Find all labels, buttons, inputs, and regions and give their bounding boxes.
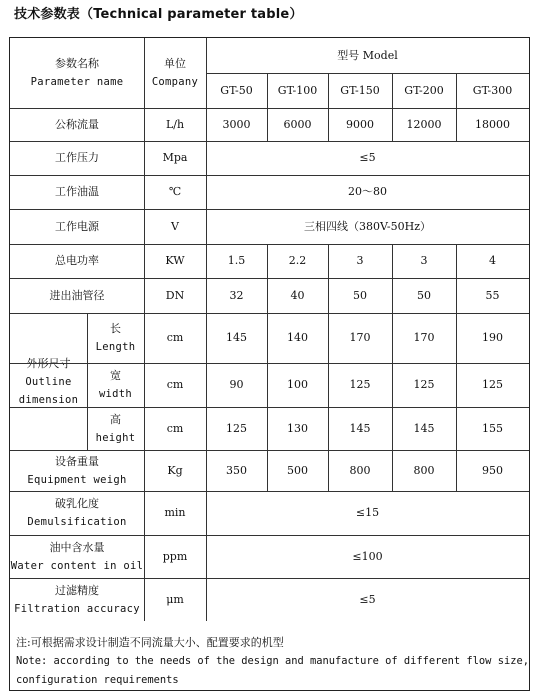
row-value <box>206 244 267 278</box>
row-value <box>267 407 328 450</box>
row-value <box>267 313 328 363</box>
row-name-text-1: 油中含水量 <box>49 540 105 554</box>
row-value <box>206 108 267 141</box>
dimension-item-label-text-2: width <box>98 388 133 400</box>
header-model-gt-300-text: GT-300 <box>472 83 513 97</box>
row-value-text: 800 <box>349 463 371 477</box>
row-unit-text: Kg <box>167 463 183 477</box>
header-model-gt-50-text: GT-50 <box>220 83 253 97</box>
dimension-group-label-text-3: dimension <box>18 393 79 406</box>
row-unit <box>144 535 206 578</box>
row-value-merged-text: ≤15 <box>355 506 380 519</box>
row-value <box>392 244 456 278</box>
header-unit-text-2: Company <box>151 76 199 88</box>
row-value-text: 125 <box>226 421 247 435</box>
dimension-item-label-text-1: 宽 <box>110 369 121 382</box>
row-value <box>456 407 529 450</box>
row-unit <box>144 578 206 621</box>
row-unit <box>144 108 206 141</box>
row-unit-text: Mpa <box>162 151 188 164</box>
row-value-text: 145 <box>226 331 247 344</box>
row-value-text: 145 <box>413 421 435 435</box>
note-line-en2: configuration requirements <box>16 674 179 686</box>
row-value <box>206 407 267 450</box>
row-value-merged <box>206 535 529 578</box>
row-value-merged <box>206 141 529 175</box>
row-value-text: 100 <box>287 378 308 391</box>
row-value <box>456 108 529 141</box>
row-unit-text: min <box>164 506 186 519</box>
note-line-en1: Note: according to the needs of the design and manufacture of different flow size, <box>16 655 529 667</box>
row-unit-text: cm <box>166 331 184 344</box>
grid-line-v <box>206 38 207 621</box>
row-unit-text: cm <box>166 378 184 391</box>
row-value <box>456 313 529 363</box>
parameter-table <box>9 37 530 691</box>
row-value-text: 130 <box>287 421 308 435</box>
row-value <box>267 278 328 313</box>
row-name-text-2: Filtration accuracy <box>14 602 140 615</box>
dimension-group-label-text-1: 外形尺寸 <box>26 356 71 370</box>
header-model-gt-150-text: GT-150 <box>340 83 380 97</box>
row-value <box>206 278 267 313</box>
row-value <box>456 450 529 491</box>
row-unit-text: L/h <box>165 117 185 131</box>
row-value <box>206 450 267 491</box>
row-name-text: 工作压力 <box>55 151 99 164</box>
row-value <box>328 363 392 407</box>
row-value-text: 155 <box>482 421 503 435</box>
row-value <box>267 363 328 407</box>
row-name-text: 公称流量 <box>55 117 99 131</box>
row-name <box>10 278 144 313</box>
row-name-text-1: 破乳化度 <box>55 497 99 510</box>
grid-line-v <box>267 244 268 491</box>
row-unit-text: ppm <box>162 549 188 563</box>
row-value-merged-text: ≤100 <box>352 549 383 563</box>
grid-line-v <box>267 73 268 141</box>
row-name <box>10 141 144 175</box>
header-unit-text-1: 单位 <box>164 57 186 70</box>
row-name-text-1: 设备重量 <box>55 454 99 468</box>
row-unit <box>144 491 206 535</box>
header-model <box>206 38 529 73</box>
header-parameter-name <box>10 38 144 108</box>
grid-line-h <box>10 175 529 176</box>
row-unit-text: KW <box>165 254 185 267</box>
dimension-item-label <box>87 313 144 363</box>
row-name <box>10 450 144 491</box>
row-value-merged-text: 三相四线（380V-50Hz） <box>303 219 432 233</box>
row-name-text-1: 过滤精度 <box>55 583 99 597</box>
header-unit <box>144 38 206 108</box>
row-name-text: 进出油管径 <box>49 288 105 302</box>
row-unit-text: ℃ <box>168 185 182 198</box>
row-value-merged <box>206 209 529 244</box>
row-value <box>392 407 456 450</box>
page-title: 技术参数表（Technical parameter table） <box>14 7 303 22</box>
dimension-group-label <box>10 313 87 450</box>
header-parameter-name-text-2: Parameter name <box>30 76 124 88</box>
header-model-gt-100-text: GT-100 <box>277 83 318 97</box>
grid-line-h <box>10 491 529 492</box>
row-value-merged-text: ≤5 <box>359 592 376 606</box>
row-value-text: 125 <box>413 378 435 391</box>
row-unit <box>144 407 206 450</box>
row-value <box>392 108 456 141</box>
row-name-text: 总电功率 <box>55 254 99 267</box>
row-value <box>267 244 328 278</box>
header-model-gt-300 <box>456 73 529 108</box>
row-unit-text: μm <box>166 592 184 606</box>
row-value-text: 170 <box>349 331 371 344</box>
grid-line-v <box>392 73 393 141</box>
row-unit <box>144 175 206 209</box>
grid-line-h <box>87 363 529 364</box>
grid-line-h <box>10 535 529 536</box>
row-value-text: 55 <box>485 288 500 302</box>
row-value <box>206 313 267 363</box>
row-unit <box>144 363 206 407</box>
row-value <box>328 313 392 363</box>
row-unit <box>144 244 206 278</box>
row-value-text: 3000 <box>222 117 251 131</box>
row-value-text: 6000 <box>283 117 312 131</box>
row-value <box>328 278 392 313</box>
row-value-text: 50 <box>353 288 367 302</box>
row-name <box>10 491 144 535</box>
row-name <box>10 244 144 278</box>
row-value-text: 800 <box>413 463 435 477</box>
table-note <box>16 633 529 690</box>
row-value-text: 1.5 <box>227 254 246 267</box>
row-value-text: 32 <box>229 288 244 302</box>
row-name <box>10 578 144 621</box>
row-value-text: 4 <box>489 254 496 267</box>
row-value-text: 950 <box>482 463 503 477</box>
grid-line-h <box>10 578 529 579</box>
dimension-item-label <box>87 407 144 450</box>
row-name-text: 工作油温 <box>55 185 99 198</box>
row-value <box>328 108 392 141</box>
row-unit <box>144 209 206 244</box>
row-value <box>392 363 456 407</box>
grid-line-h <box>10 209 529 210</box>
row-unit-text: DN <box>165 288 185 302</box>
row-value-merged <box>206 578 529 621</box>
row-value-text: 145 <box>349 421 371 435</box>
dimension-item-label <box>87 363 144 407</box>
row-value-merged-text: ≤5 <box>359 151 376 164</box>
row-unit-text: V <box>171 219 179 233</box>
row-value-text: 125 <box>349 378 371 391</box>
header-model-gt-50 <box>206 73 267 108</box>
row-unit <box>144 450 206 491</box>
header-model-text: 型号 Model <box>337 48 398 62</box>
row-value <box>328 450 392 491</box>
row-value-merged-text: 20～80 <box>348 185 387 198</box>
header-model-gt-200-text: GT-200 <box>404 83 444 97</box>
row-name-text: 工作电源 <box>55 219 99 233</box>
grid-line-h <box>10 244 529 245</box>
grid-line-h <box>10 278 529 279</box>
grid-line-h <box>10 108 529 109</box>
row-value-text: 500 <box>287 463 308 477</box>
row-value-text: 2.2 <box>288 254 307 267</box>
row-value-text: 3 <box>356 254 364 267</box>
row-name-text-2: Equipment weigh <box>27 473 127 486</box>
dimension-item-label-text-2: height <box>95 431 136 444</box>
dimension-item-label-text-1: 高 <box>110 412 121 426</box>
grid-line-v <box>392 244 393 491</box>
row-value <box>392 450 456 491</box>
row-value <box>392 313 456 363</box>
row-name-text-2: Demulsification <box>27 516 127 528</box>
grid-line-v <box>456 73 457 141</box>
row-name <box>10 535 144 578</box>
header-model-gt-150 <box>328 73 392 108</box>
dimension-item-label-text-1: 长 <box>110 322 121 335</box>
row-value-text: 9000 <box>346 117 374 131</box>
row-value-text: 50 <box>417 288 431 302</box>
grid-line-h <box>10 450 529 451</box>
row-value-text: 190 <box>482 331 503 344</box>
row-name <box>10 209 144 244</box>
row-value-text: 40 <box>290 288 305 302</box>
grid-line-v <box>328 73 329 141</box>
row-unit <box>144 313 206 363</box>
note-line-cn: 注:可根据需求设计制造不同流量大小、配置要求的机型 <box>16 636 284 649</box>
row-value-text: 170 <box>413 331 435 344</box>
grid-line-v <box>144 38 145 621</box>
dimension-item-label-text-2: Length <box>95 341 136 353</box>
row-name <box>10 108 144 141</box>
row-unit <box>144 278 206 313</box>
row-value <box>328 407 392 450</box>
row-value <box>456 244 529 278</box>
grid-line-h <box>87 407 529 408</box>
row-value <box>392 278 456 313</box>
row-value <box>206 363 267 407</box>
row-value-text: 3 <box>420 254 428 267</box>
row-value-merged <box>206 175 529 209</box>
row-value <box>456 363 529 407</box>
row-value <box>267 108 328 141</box>
row-value <box>267 450 328 491</box>
row-name <box>10 175 144 209</box>
grid-line-v <box>328 244 329 491</box>
row-value-text: 12000 <box>406 117 442 131</box>
grid-line-v <box>87 313 88 450</box>
header-model-gt-100 <box>267 73 328 108</box>
row-value-text: 125 <box>482 378 503 391</box>
grid-line-h <box>10 141 529 142</box>
row-value-text: 18000 <box>475 117 510 131</box>
header-parameter-name-text-1: 参数名称 <box>55 57 99 70</box>
row-value-text: 90 <box>229 378 244 391</box>
row-value-merged <box>206 491 529 535</box>
row-name-text-2: Water content in oil <box>10 559 144 572</box>
grid-line-h <box>206 73 529 74</box>
row-value <box>456 278 529 313</box>
row-unit <box>144 141 206 175</box>
row-value <box>328 244 392 278</box>
row-value-text: 140 <box>287 331 308 344</box>
dimension-group-label-text-2: Outline <box>25 375 72 388</box>
header-model-gt-200 <box>392 73 456 108</box>
row-value-text: 350 <box>226 463 247 477</box>
grid-line-v <box>456 244 457 491</box>
row-unit-text: cm <box>166 421 184 435</box>
